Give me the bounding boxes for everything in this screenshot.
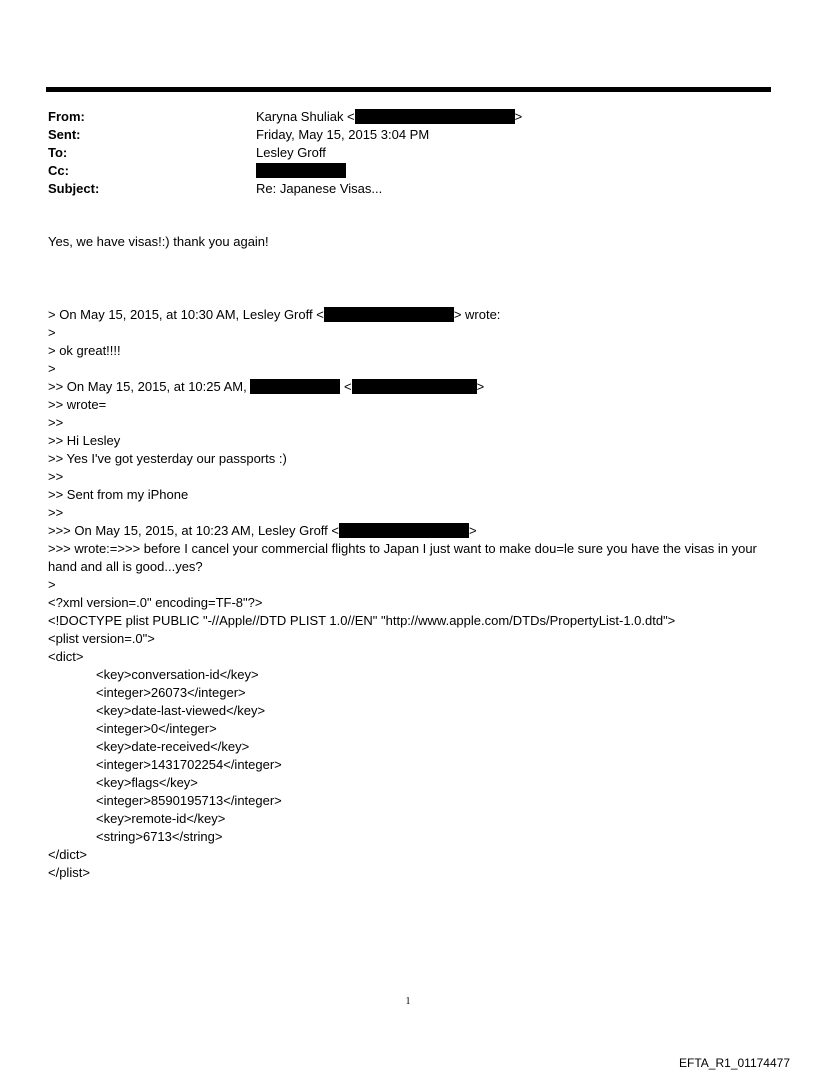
xml-line: <plist version=.0">	[48, 631, 155, 646]
redaction-box	[256, 163, 346, 178]
subject-label: Subject:	[48, 181, 100, 196]
xml-line: <key>remote-id</key>	[96, 811, 226, 826]
from-name: Karyna Shuliak <	[256, 109, 355, 124]
redaction-box	[355, 109, 515, 124]
xml-line: <key>flags</key>	[96, 775, 198, 790]
xml-line: </plist>	[48, 865, 90, 880]
page-number: 1	[405, 996, 411, 1007]
xml-line: <key>conversation-id</key>	[96, 667, 259, 682]
quoted-line: >	[48, 325, 56, 340]
redaction-box	[250, 379, 340, 394]
redaction-box	[352, 379, 477, 394]
from-label: From:	[48, 109, 85, 124]
quoted-line: > On May 15, 2015, at 10:30 AM, Lesley Groff < > wrote:	[48, 307, 501, 322]
quoted-line: >> Sent from my iPhone	[48, 487, 189, 502]
quoted-thread	[48, 306, 760, 882]
xml-line: <key>date-last-viewed</key>	[96, 703, 266, 718]
subject-value: Re: Japanese Visas...	[256, 181, 383, 196]
xml-line: <?xml version=.0" encoding=TF-8"?>	[48, 595, 263, 610]
xml-line: <key>date-received</key>	[96, 739, 250, 754]
sent-value: Friday, May 15, 2015 3:04 PM	[256, 127, 430, 142]
quoted-line: >> Hi Lesley	[48, 433, 121, 448]
xml-line: <string>6713</string>	[96, 829, 223, 844]
xml-line: <integer>0</integer>	[96, 721, 217, 736]
xml-line: <dict>	[48, 649, 84, 664]
quoted-line: >>> On May 15, 2015, at 10:23 AM, Lesley Groff < >	[48, 523, 477, 538]
redaction-box	[324, 307, 454, 322]
quoted-line: >>	[48, 469, 64, 484]
quoted-line: >>	[48, 505, 64, 520]
xml-line: </dict>	[48, 847, 88, 862]
quoted-line: >>	[48, 415, 64, 430]
bates-number: EFTA_R1_01174477	[679, 1056, 790, 1070]
from-tail: >	[514, 109, 523, 124]
redaction-box	[339, 523, 469, 538]
quoted-line: >>> wrote:=>>> before I cancel your commercial flights to Japan I just want to make dou=le sure you have the visas in your hand and all is good...yes?	[48, 541, 757, 574]
xml-line: <integer>26073</integer>	[96, 685, 246, 700]
header-rule	[46, 87, 771, 92]
xml-line: <integer>8590195713</integer>	[96, 793, 282, 808]
quoted-line: >	[48, 577, 56, 592]
xml-line: <!DOCTYPE plist PUBLIC "-//Apple//DTD PLIST 1.0//EN" "http://www.apple.com/DTDs/PropertyList-1.0.dtd">	[48, 613, 676, 628]
sent-label: Sent:	[48, 127, 81, 142]
to-value: Lesley Groff	[256, 145, 326, 160]
reply-text: Yes, we have visas!:) thank you again!	[48, 234, 269, 249]
quoted-line: > ok great!!!!	[48, 343, 121, 358]
quoted-line: >> wrote=	[48, 397, 107, 412]
quoted-line: >> Yes I've got yesterday our passports :)	[48, 451, 287, 466]
to-label: To:	[48, 145, 68, 160]
quoted-line: >> On May 15, 2015, at 10:25 AM, < >	[48, 379, 485, 394]
cc-label: Cc:	[48, 163, 69, 178]
quoted-line: >	[48, 361, 56, 376]
xml-line: <integer>1431702254</integer>	[96, 757, 282, 772]
